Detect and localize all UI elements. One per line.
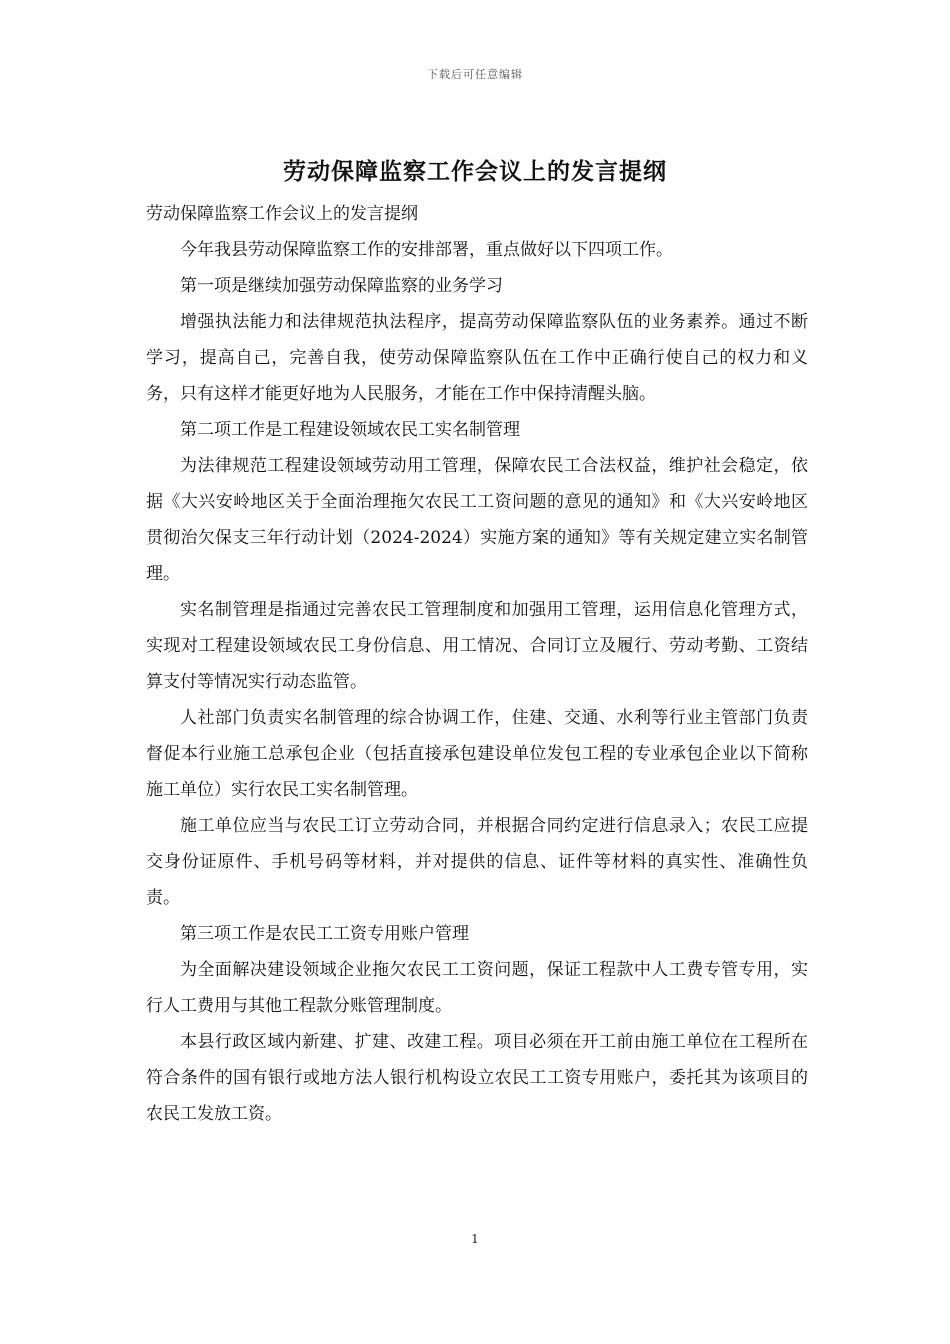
paragraph: 施工单位应当与农民工订立劳动合同，并根据合同约定进行信息录入；农民工应提交身份证原件、手机号码等材料，并对提供的信息、证件等材料的真实性、准确性负责。 (146, 816, 808, 908)
paragraph-subtitle: 劳动保障监察工作会议上的发言提纲 (146, 204, 418, 224)
section-heading: 第二项工作是工程建设领域农民工实名制管理 (180, 420, 520, 440)
page-number: 1 (471, 1232, 479, 1246)
section-heading: 第三项工作是农民工工资专用账户管理 (180, 924, 469, 944)
paragraph: 增强执法能力和法律规范执法程序，提高劳动保障监察队伍的业务素养。通过不断学习，提高自己，完善自我，使劳动保障监察队伍在工作中正确行使自己的权力和义务，只有这样才能更好地为人民服务，才能在工作中保持清醒头脑。 (146, 312, 808, 404)
document-title: 劳动保障监察工作会议上的发言提纲 (283, 159, 667, 185)
paragraph: 人社部门负责实名制管理的综合协调工作，住建、交通、水利等行业主管部门负责督促本行业施工总承包企业（包括直接承包建设单位发包工程的专业承包企业以下简称施工单位）实行农民工实名制管理。 (146, 708, 808, 800)
paragraph: 本县行政区域内新建、扩建、改建工程。项目必须在开工前由施工单位在工程所在符合条件的国有银行或地方法人银行机构设立农民工工资专用账户，委托其为该项目的农民工发放工资。 (146, 1032, 808, 1124)
paragraph: 今年我县劳动保障监察工作的安排部署，重点做好以下四项工作。 (180, 240, 673, 260)
section-heading: 第一项是继续加强劳动保障监察的业务学习 (180, 276, 503, 296)
paragraph: 为全面解决建设领域企业拖欠农民工工资问题，保证工程款中人工费专管专用，实行人工费用与其他工程款分账管理制度。 (146, 960, 808, 1016)
header-note: 下载后可任意编辑 (427, 68, 523, 81)
document-body (146, 196, 808, 1132)
paragraph: 实名制管理是指通过完善农民工管理制度和加强用工管理，运用信息化管理方式，实现对工程建设领域农民工身份信息、用工情况、合同订立及履行、劳动考勤、工资结算支付等情况实行动态监管。 (146, 600, 808, 692)
paragraph: 为法律规范工程建设领域劳动用工管理，保障农民工合法权益，维护社会稳定，依据《大兴安岭地区关于全面治理拖欠农民工工资问题的意见的通知》和《大兴安岭地区贯彻治欠保支三年行动计划（2024-2024）实施方案的通知》等有关规定建立实名制管理。 (146, 456, 808, 584)
